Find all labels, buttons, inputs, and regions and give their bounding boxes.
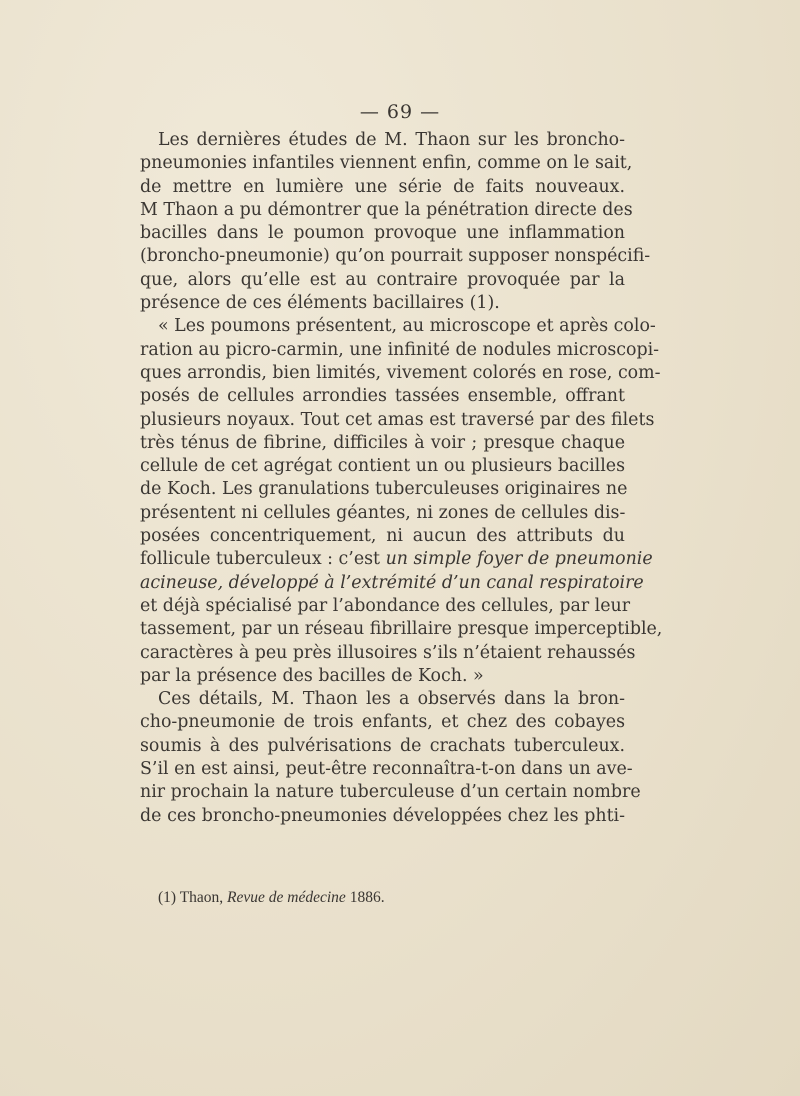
text-segment: Les dernières études de M. Thaon sur les broncho- <box>158 130 625 150</box>
footnote-marker: (1) <box>158 889 177 906</box>
text-line <box>140 478 628 501</box>
body-text <box>140 129 663 828</box>
text-line <box>140 525 625 548</box>
text-line <box>140 176 625 199</box>
text-line <box>140 269 625 292</box>
text-segment: de ces broncho-pneumonies développées chez les phti- <box>140 805 625 826</box>
text-segment: cho-pneumonie de trois enfants, et chez des cobayes <box>140 712 625 733</box>
text-segment: que, alors qu’elle est au contraire provoquée par la <box>140 269 625 290</box>
text-line <box>140 502 625 525</box>
text-segment: présentent ni cellules géantes, ni zones de cellules dis- <box>140 502 626 523</box>
text-line <box>140 385 625 408</box>
text-segment: de mettre en lumière une série de faits nouveaux. <box>140 176 625 197</box>
text-line <box>140 595 631 618</box>
text-segment: par la présence des bacilles de Koch. » <box>140 665 484 686</box>
text-line <box>140 805 625 828</box>
text-segment: « Les poumons présentent, au microscope et après colo- <box>158 316 656 337</box>
text-segment: cellule de cet agrégat contient un ou plusieurs bacilles <box>140 456 625 477</box>
text-line <box>140 758 633 781</box>
text-line <box>140 222 625 245</box>
text-line <box>140 781 641 804</box>
text-segment: de Koch. Les granulations tuberculeuses originaires ne <box>140 479 628 500</box>
italic-segment: un simple foyer de pneumonie <box>385 549 653 570</box>
text-line <box>140 688 625 711</box>
text-line <box>140 548 653 571</box>
text-segment: pneumonies infantiles viennent enfin, comme on le sait, <box>140 153 633 174</box>
text-line <box>140 129 625 152</box>
text-line <box>140 292 625 315</box>
text-line <box>140 618 663 641</box>
text-line <box>140 642 636 665</box>
text-segment: bacilles dans le poumon provoque une inflammation <box>140 223 625 244</box>
italic-segment: acineuse, développé à l’extrémité d’un canal respiratoire <box>140 572 644 593</box>
text-line <box>140 409 655 432</box>
text-segment: posés de cellules arrondies tassées ensemble, offrant <box>140 386 625 407</box>
text-segment: présence de ces éléments bacillaires (1). <box>140 293 500 314</box>
text-segment: Ces détails, M. Thaon les a observés dans la bron- <box>158 689 625 710</box>
text-line <box>140 362 661 385</box>
text-line <box>140 315 656 338</box>
text-line <box>140 572 644 595</box>
text-line <box>140 665 625 688</box>
page-number: — 69 — <box>359 101 441 123</box>
text-line <box>140 245 651 268</box>
text-line <box>140 455 625 478</box>
text-line <box>140 199 633 222</box>
text-segment: follicule tuberculeux : c’est <box>140 549 386 570</box>
text-segment: plusieurs noyaux. Tout cet amas est traversé par des filets <box>140 409 655 430</box>
text-segment: très ténus de fibrine, difficiles à voir ; presque chaque <box>140 432 625 453</box>
footnote <box>158 889 385 907</box>
text-segment: tassement, par un réseau fibrillaire presque imperceptible, <box>140 619 663 640</box>
text-segment: S’il en est ainsi, peut-être reconnaîtra-t-on dans un ave- <box>140 759 633 780</box>
text-segment: soumis à des pulvérisations de crachats tuberculeux. <box>140 735 625 756</box>
text-segment: ques arrondis, bien limités, vivement colorés en rose, com- <box>140 362 661 383</box>
text-segment: M Thaon a pu démontrer que la pénétration directe des <box>140 199 633 220</box>
text-segment: caractères à peu près illusoires s’ils n’étaient rehaussés <box>140 642 636 663</box>
text-line <box>140 711 625 734</box>
text-line <box>140 339 660 362</box>
text-line <box>140 735 625 758</box>
text-segment: (broncho-pneumonie) qu’on pourrait supposer nonspécifi- <box>140 246 651 267</box>
text-segment: nir prochain la nature tuberculeuse d’un certain nombre <box>140 782 641 803</box>
text-segment: ration au picro-carmin, une infinité de nodules microscopi- <box>140 339 660 360</box>
text-segment: posées concentriquement, ni aucun des attributs du <box>140 526 625 547</box>
text-line <box>140 152 633 175</box>
footnote-year: 1886. <box>349 889 385 906</box>
text-segment: et déjà spécialisé par l’abondance des cellules, par leur <box>140 595 631 616</box>
footnote-journal: Revue de médecine <box>227 889 346 906</box>
footnote-author: Thaon, <box>179 889 224 906</box>
text-line <box>140 432 625 455</box>
